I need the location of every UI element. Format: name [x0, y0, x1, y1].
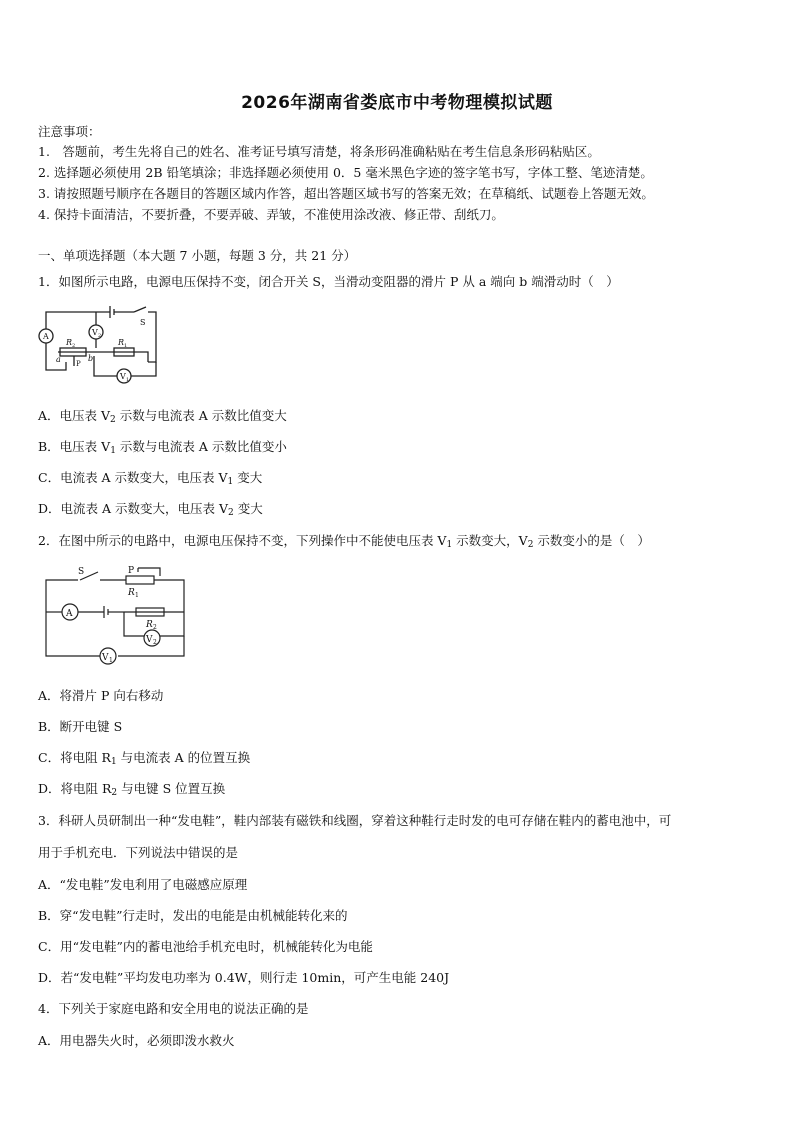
svg-text:1: 1	[126, 377, 130, 383]
q2-option-d[interactable]: D．将电阻 $R_2$ 与电键 S 位置互换	[38, 781, 226, 798]
notice-item-1: 1. 答题前，考生先将自己的姓名、准考证号填写清楚，将条形码准确粘贴在考生信息条形码粘贴区。	[38, 144, 600, 159]
question-4-stem: 4．下列关于家庭电路和安全用电的说法正确的是	[38, 1001, 309, 1016]
q2-fig-r1-label: R	[128, 588, 135, 598]
q2-fig-v2-label: V	[146, 635, 153, 645]
q1-fig-a-label: a	[56, 355, 61, 364]
q3-option-d[interactable]: D．若“发电鞋”平均发电功率为 0.4W，则行走 10min，可产生电能 240J	[38, 970, 450, 985]
q1-option-a[interactable]: A．电压表 $V_2$ 示数与电流表 A 示数比值变大	[38, 408, 287, 425]
notice-item-3: 3. 请按照题号顺序在各题目的答题区域内作答，超出答题区域书写的答案无效；在草稿纸、试题卷上答题无效。	[38, 186, 654, 201]
q2-fig-p-label: P	[128, 566, 135, 576]
page-title: 2026年湖南省娄底市中考物理模拟试题	[241, 93, 553, 113]
question-3-stem-line-2: 用于手机充电．下列说法中错误的是	[38, 845, 239, 860]
svg-text:2: 2	[72, 343, 76, 349]
svg-text:1: 1	[124, 343, 128, 349]
svg-text:1: 1	[135, 592, 139, 599]
question-1-stem: 1．如图所示电路，电源电压保持不变，闭合开关 S，当滑动变阻器的滑片 P 从 a 端向 b 端滑动时（ ）	[38, 274, 619, 289]
notice-heading: 注意事项：	[38, 124, 101, 139]
q2-option-a[interactable]: A．将滑片 P 向右移动	[38, 688, 164, 703]
q2-option-b[interactable]: B．断开电键 S	[38, 719, 123, 734]
q1-option-d[interactable]: D．电流表 A 示数变大，电压表 $V_2$ 变大	[38, 501, 263, 518]
q1-fig-switch-label: S	[140, 318, 146, 327]
q1-option-c[interactable]: C．电流表 A 示数变大，电压表 $V_1$ 变大	[38, 470, 263, 487]
q2-fig-v1-label: V	[102, 653, 109, 663]
svg-text:2: 2	[98, 333, 102, 339]
q1-fig-v2-label: V	[92, 328, 98, 337]
svg-text:2: 2	[153, 639, 157, 646]
q1-fig-r2-label: R	[66, 338, 73, 347]
q1-fig-v1-label: V	[120, 372, 126, 381]
q1-fig-r1-label: R	[118, 338, 125, 347]
question-2-circuit-figure	[38, 560, 190, 666]
svg-text:2: 2	[153, 624, 157, 631]
q1-fig-b-label: b	[88, 354, 94, 363]
q2-fig-ammeter-label: A	[66, 609, 73, 619]
question-2-stem: 2．在图中所示的电路中，电源电压保持不变，下列操作中不能使电压表 $V_1$ 示数变大，$V_2$ 示数变小的是（ ）	[38, 533, 650, 550]
q4-option-a[interactable]: A．用电器失火时，必须即泼水救火	[38, 1033, 235, 1048]
q1-option-b[interactable]: B．电压表 $V_1$ 示数与电流表 A 示数比值变小	[38, 439, 287, 456]
q3-option-a[interactable]: A．“发电鞋”发电利用了电磁感应原理	[38, 877, 248, 892]
question-1-circuit-figure	[38, 304, 168, 386]
section-heading: 一、单项选择题（本大题 7 小题，每题 3 分，共 21 分）	[38, 248, 357, 263]
q2-option-c[interactable]: C．将电阻 $R_1$ 与电流表 A 的位置互换	[38, 750, 251, 767]
q1-fig-ammeter-label: A	[43, 332, 49, 341]
q3-option-b[interactable]: B．穿“发电鞋”行走时，发出的电能是由机械能转化来的	[38, 908, 348, 923]
question-3-stem-line-1: 3．科研人员研制出一种“发电鞋”，鞋内部装有磁铁和线圈，穿着这种鞋行走时发的电可存储在鞋内的蓄电池中，可	[38, 813, 672, 828]
notice-item-4: 4. 保持卡面清洁，不要折叠，不要弄破、弄皱，不准使用涂改液、修正带、刮纸刀。	[38, 207, 504, 222]
svg-text:1: 1	[109, 657, 113, 664]
notice-item-2: 2. 选择题必须使用 2B 铅笔填涂；非选择题必须使用 0．5 毫米黑色字迹的签字笔书写，字体工整、笔迹清楚。	[38, 165, 653, 180]
q3-option-c[interactable]: C．用“发电鞋”内的蓄电池给手机充电时，机械能转化为电能	[38, 939, 373, 954]
q2-fig-s-label: S	[78, 567, 85, 577]
q2-fig-r2-label: R	[146, 620, 153, 630]
q1-fig-p-label: P	[76, 360, 81, 368]
